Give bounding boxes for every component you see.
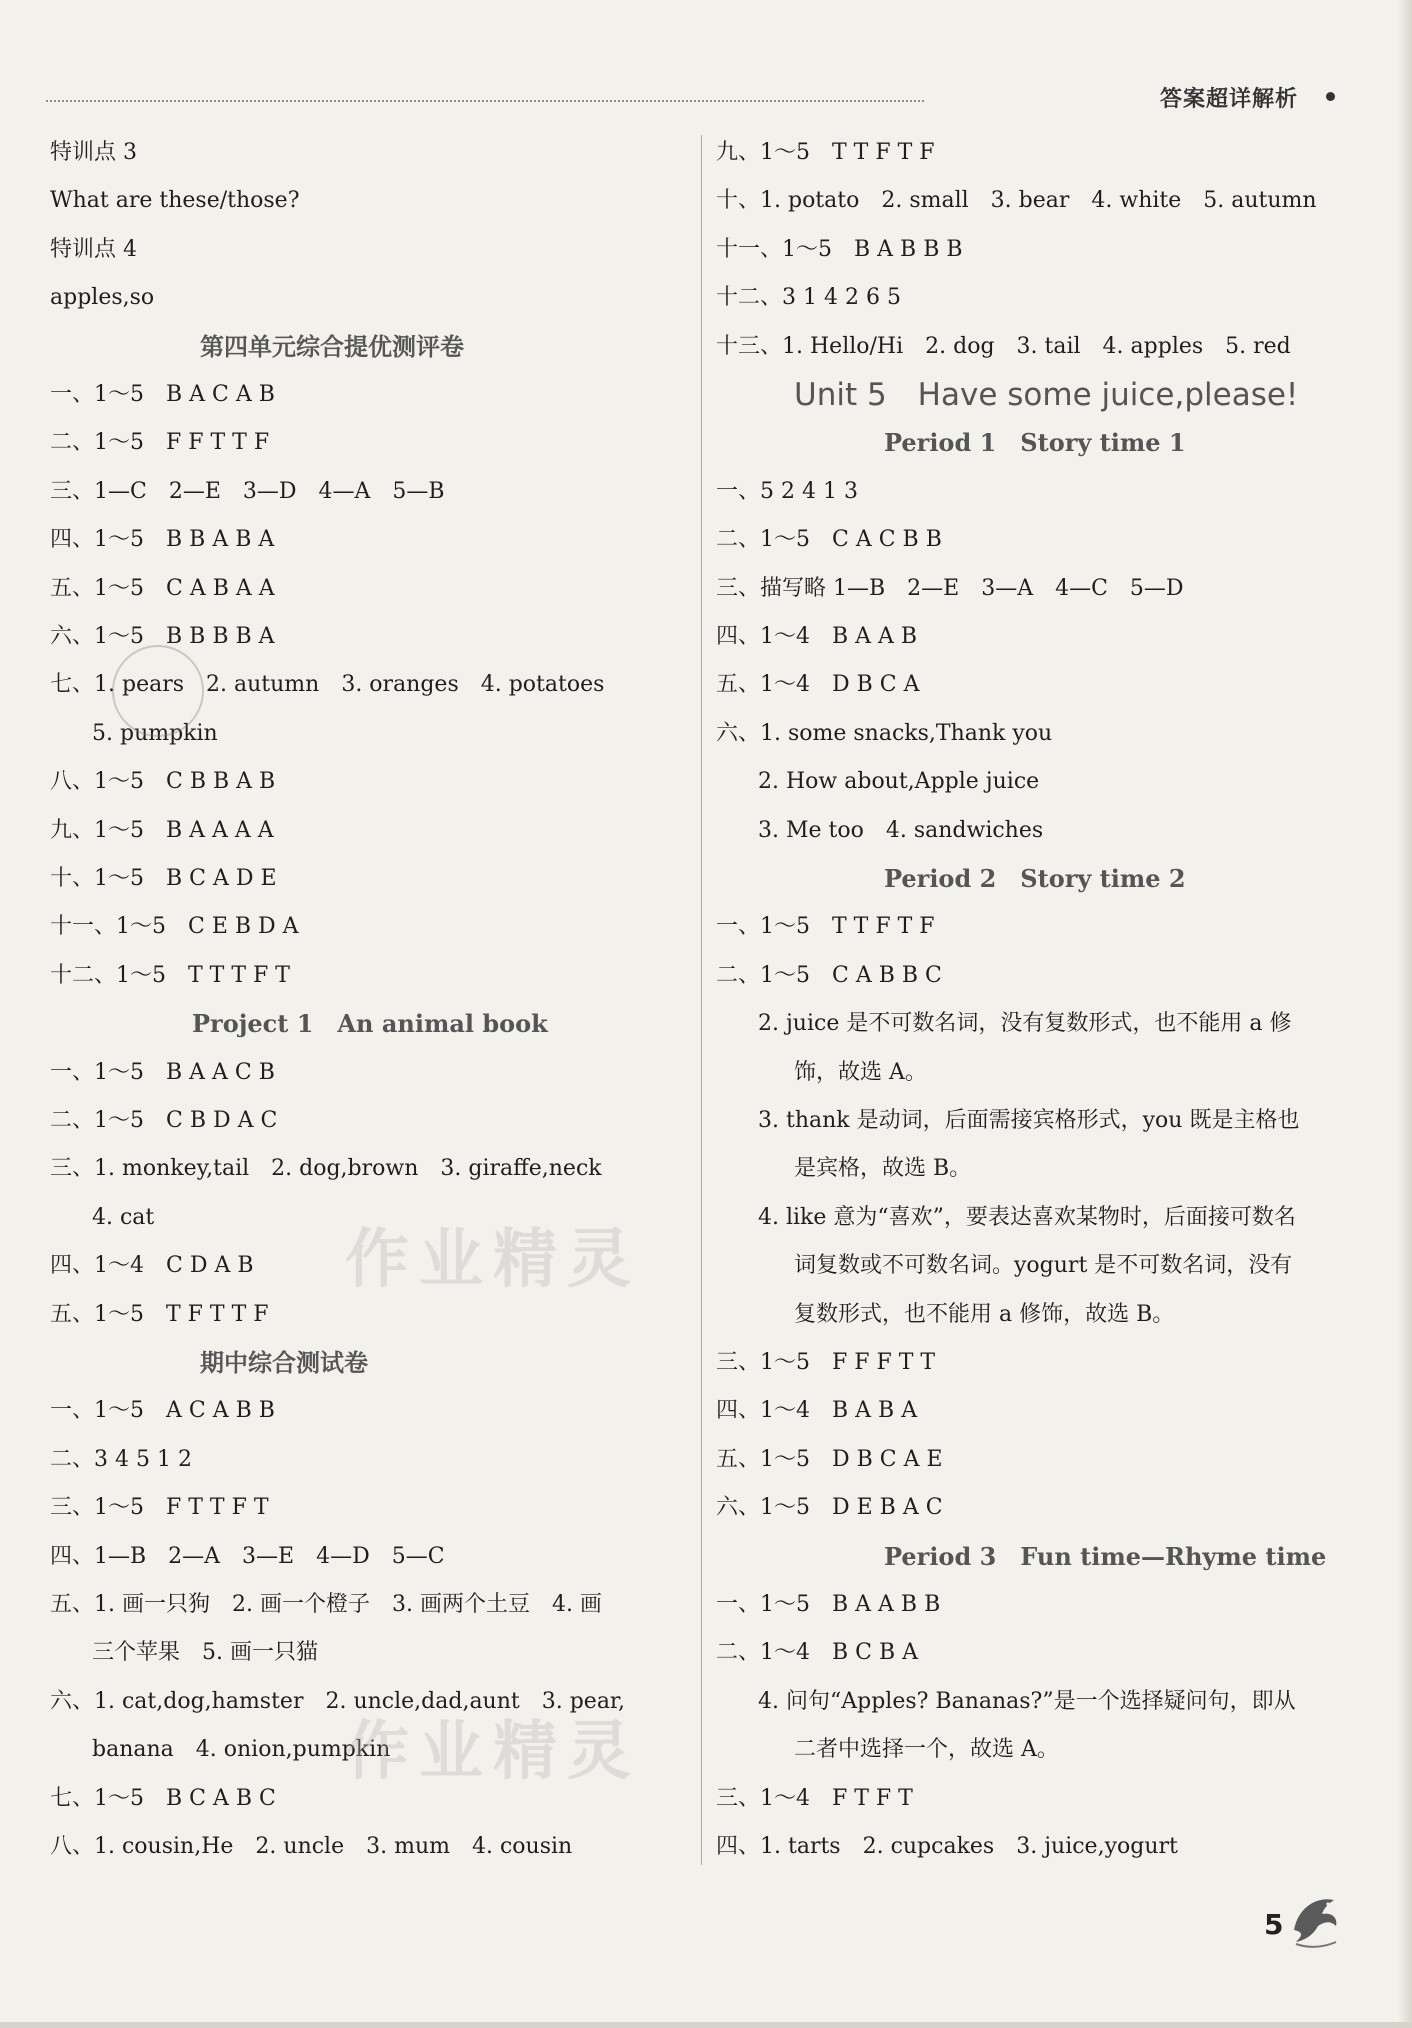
- answer-line: 五、1. 画一只狗 2. 画一个橙子 3. 画两个土豆 4. 画: [50, 1592, 602, 1617]
- answer-line: 三、描写略 1—B 2—E 3—A 4—C 5—D: [716, 575, 1184, 601]
- section-heading: 期中综合测试卷: [200, 1349, 368, 1377]
- answer-line: 五、1～5 C A B A A: [50, 575, 275, 601]
- answer-line: 十二、1～5 T T T F T: [50, 962, 290, 988]
- answer-line: 一、1～5 B A A C B: [50, 1059, 275, 1085]
- answer-line: 特训点 3: [50, 140, 137, 165]
- page-number: 5: [1264, 1908, 1284, 1941]
- section-heading: 第四单元综合提优测评卷: [200, 332, 464, 361]
- section-heading: Project 1 An animal book: [192, 1009, 548, 1039]
- answer-line: banana 4. onion,pumpkin: [92, 1737, 391, 1763]
- answer-line: 二、1～4 B C B A: [716, 1640, 919, 1666]
- answer-line: 一、1～5 T T F T F: [716, 914, 935, 940]
- column-divider: [701, 135, 702, 1865]
- answer-line: 四、1. tarts 2. cupcakes 3. juice,yogurt: [716, 1834, 1178, 1859]
- answer-line: 七、1. pears 2. autumn 3. oranges 4. potatoes: [50, 672, 605, 698]
- answer-line: 五、1～4 D B C A: [716, 672, 920, 698]
- answer-line: 4. cat: [92, 1204, 155, 1230]
- answer-line: 十一、1～5 C E B D A: [50, 914, 299, 940]
- answer-line: 四、1～4 B A B A: [716, 1398, 918, 1424]
- answer-line: 十二、3 1 4 2 6 5: [716, 285, 901, 311]
- answer-line: 七、1～5 B C A B C: [50, 1785, 276, 1811]
- answer-line: 特训点 4: [50, 236, 137, 262]
- answer-line: 三、1. monkey,tail 2. dog,brown 3. giraffe,neck: [50, 1156, 602, 1182]
- page-edge-shadow: [1398, 0, 1412, 2028]
- header-rule: [46, 100, 924, 102]
- answer-line: 六、1～5 D E B A C: [716, 1495, 943, 1521]
- answer-line: 一、1～5 B A A B B: [716, 1592, 941, 1617]
- section-heading: Period 1 Story time 1: [884, 428, 1186, 458]
- answer-line: 三个苹果 5. 画一只猫: [92, 1640, 318, 1666]
- watermark-stamp: [112, 645, 204, 737]
- answer-line: 四、1～5 B B A B A: [50, 527, 275, 553]
- answer-line: 二、3 4 5 1 2: [50, 1446, 192, 1472]
- header-title: 答案超详解析: [1160, 87, 1299, 112]
- answer-line: 2. juice 是不可数名词，没有复数形式，也不能用 a 修: [758, 1011, 1292, 1037]
- answer-line: 一、5 2 4 1 3: [716, 478, 858, 504]
- answer-line: 词复数或不可数名词。yogurt 是不可数名词，没有: [794, 1253, 1293, 1279]
- answer-line: 三、1～5 F T T F T: [50, 1495, 269, 1521]
- answer-line: 二、1～5 F F T T F: [50, 430, 270, 456]
- answer-line: apples,so: [50, 285, 155, 311]
- watermark-text: 作业精灵: [345, 1715, 641, 1789]
- answer-line: 十、1. potato 2. small 3. bear 4. white 5. autumn: [716, 188, 1317, 214]
- answer-line: 4. 问句“Apples? Bananas?”是一个选择疑问句，即从: [758, 1688, 1296, 1714]
- answer-line: 一、1～5 B A C A B: [50, 382, 275, 407]
- answer-line: 2. How about,Apple juice: [758, 769, 1040, 795]
- answer-line: 三、1—C 2—E 3—D 4—A 5—B: [50, 478, 445, 504]
- answer-line: 九、1～5 B A A A A: [50, 817, 274, 843]
- answer-line: 二、1～5 C A C B B: [716, 527, 942, 553]
- answer-line: 六、1～5 B B B B A: [50, 624, 275, 649]
- section-heading: Period 3 Fun time—Rhyme time: [884, 1541, 1327, 1571]
- answer-line: 一、1～5 A C A B B: [50, 1398, 275, 1424]
- answer-line: 四、1～4 C D A B: [50, 1253, 254, 1279]
- answer-line: 十、1～5 B C A D E: [50, 866, 277, 891]
- answer-line: 三、1～4 F T F T: [716, 1785, 913, 1811]
- answer-line: 六、1. cat,dog,hamster 2. uncle,dad,aunt 3. pear,: [50, 1688, 626, 1714]
- answer-line: 八、1～5 C B B A B: [50, 769, 276, 795]
- watermark-text: 作业精灵: [345, 1223, 641, 1297]
- answer-line: 二、1～5 C A B B C: [716, 962, 942, 988]
- section-heading: Period 2 Story time 2: [884, 864, 1186, 893]
- answer-line: 3. thank 是动词，后面需接宾格形式，you 既是主格也: [758, 1108, 1300, 1133]
- answer-line: 3. Me too 4. sandwiches: [758, 817, 1044, 843]
- answer-line: 4. like 意为“喜欢”，要表达喜欢某物时，后面接可数名: [758, 1204, 1296, 1230]
- answer-line: 饰，故选 A。: [794, 1059, 927, 1085]
- answer-line: What are these/those?: [50, 188, 300, 214]
- answer-line: 八、1. cousin,He 2. uncle 3. mum 4. cousin: [50, 1834, 573, 1859]
- answer-line: 六、1. some snacks,Thank you: [716, 720, 1053, 746]
- answer-line: 五、1～5 T F T T F: [50, 1301, 269, 1327]
- section-heading: Unit 5 Have some juice,please!: [794, 377, 1299, 413]
- answer-line: 十三、1. Hello/Hi 2. dog 3. tail 4. apples 5. red: [716, 333, 1291, 359]
- page-bottom-shadow: [0, 2022, 1412, 2028]
- header-dot: [1326, 92, 1335, 101]
- answer-line: 二者中选择一个，故选 A。: [794, 1737, 1059, 1763]
- answer-line: 5. pumpkin: [92, 720, 218, 746]
- answer-line: 复数形式，也不能用 a 修饰，故选 B。: [794, 1301, 1175, 1327]
- answer-line: 二、1～5 C B D A C: [50, 1108, 278, 1133]
- answer-line: 是宾格，故选 B。: [794, 1156, 972, 1182]
- answer-line: 四、1～4 B A A B: [716, 624, 918, 649]
- answer-line: 九、1～5 T T F T F: [716, 140, 935, 165]
- answer-line: 四、1—B 2—A 3—E 4—D 5—C: [50, 1543, 445, 1569]
- answer-line: 五、1～5 D B C A E: [716, 1446, 943, 1472]
- answer-line: 十一、1～5 B A B B B: [716, 236, 963, 262]
- answer-line: 三、1～5 F F F T T: [716, 1350, 936, 1375]
- dolphin-icon: [1288, 1890, 1342, 1950]
